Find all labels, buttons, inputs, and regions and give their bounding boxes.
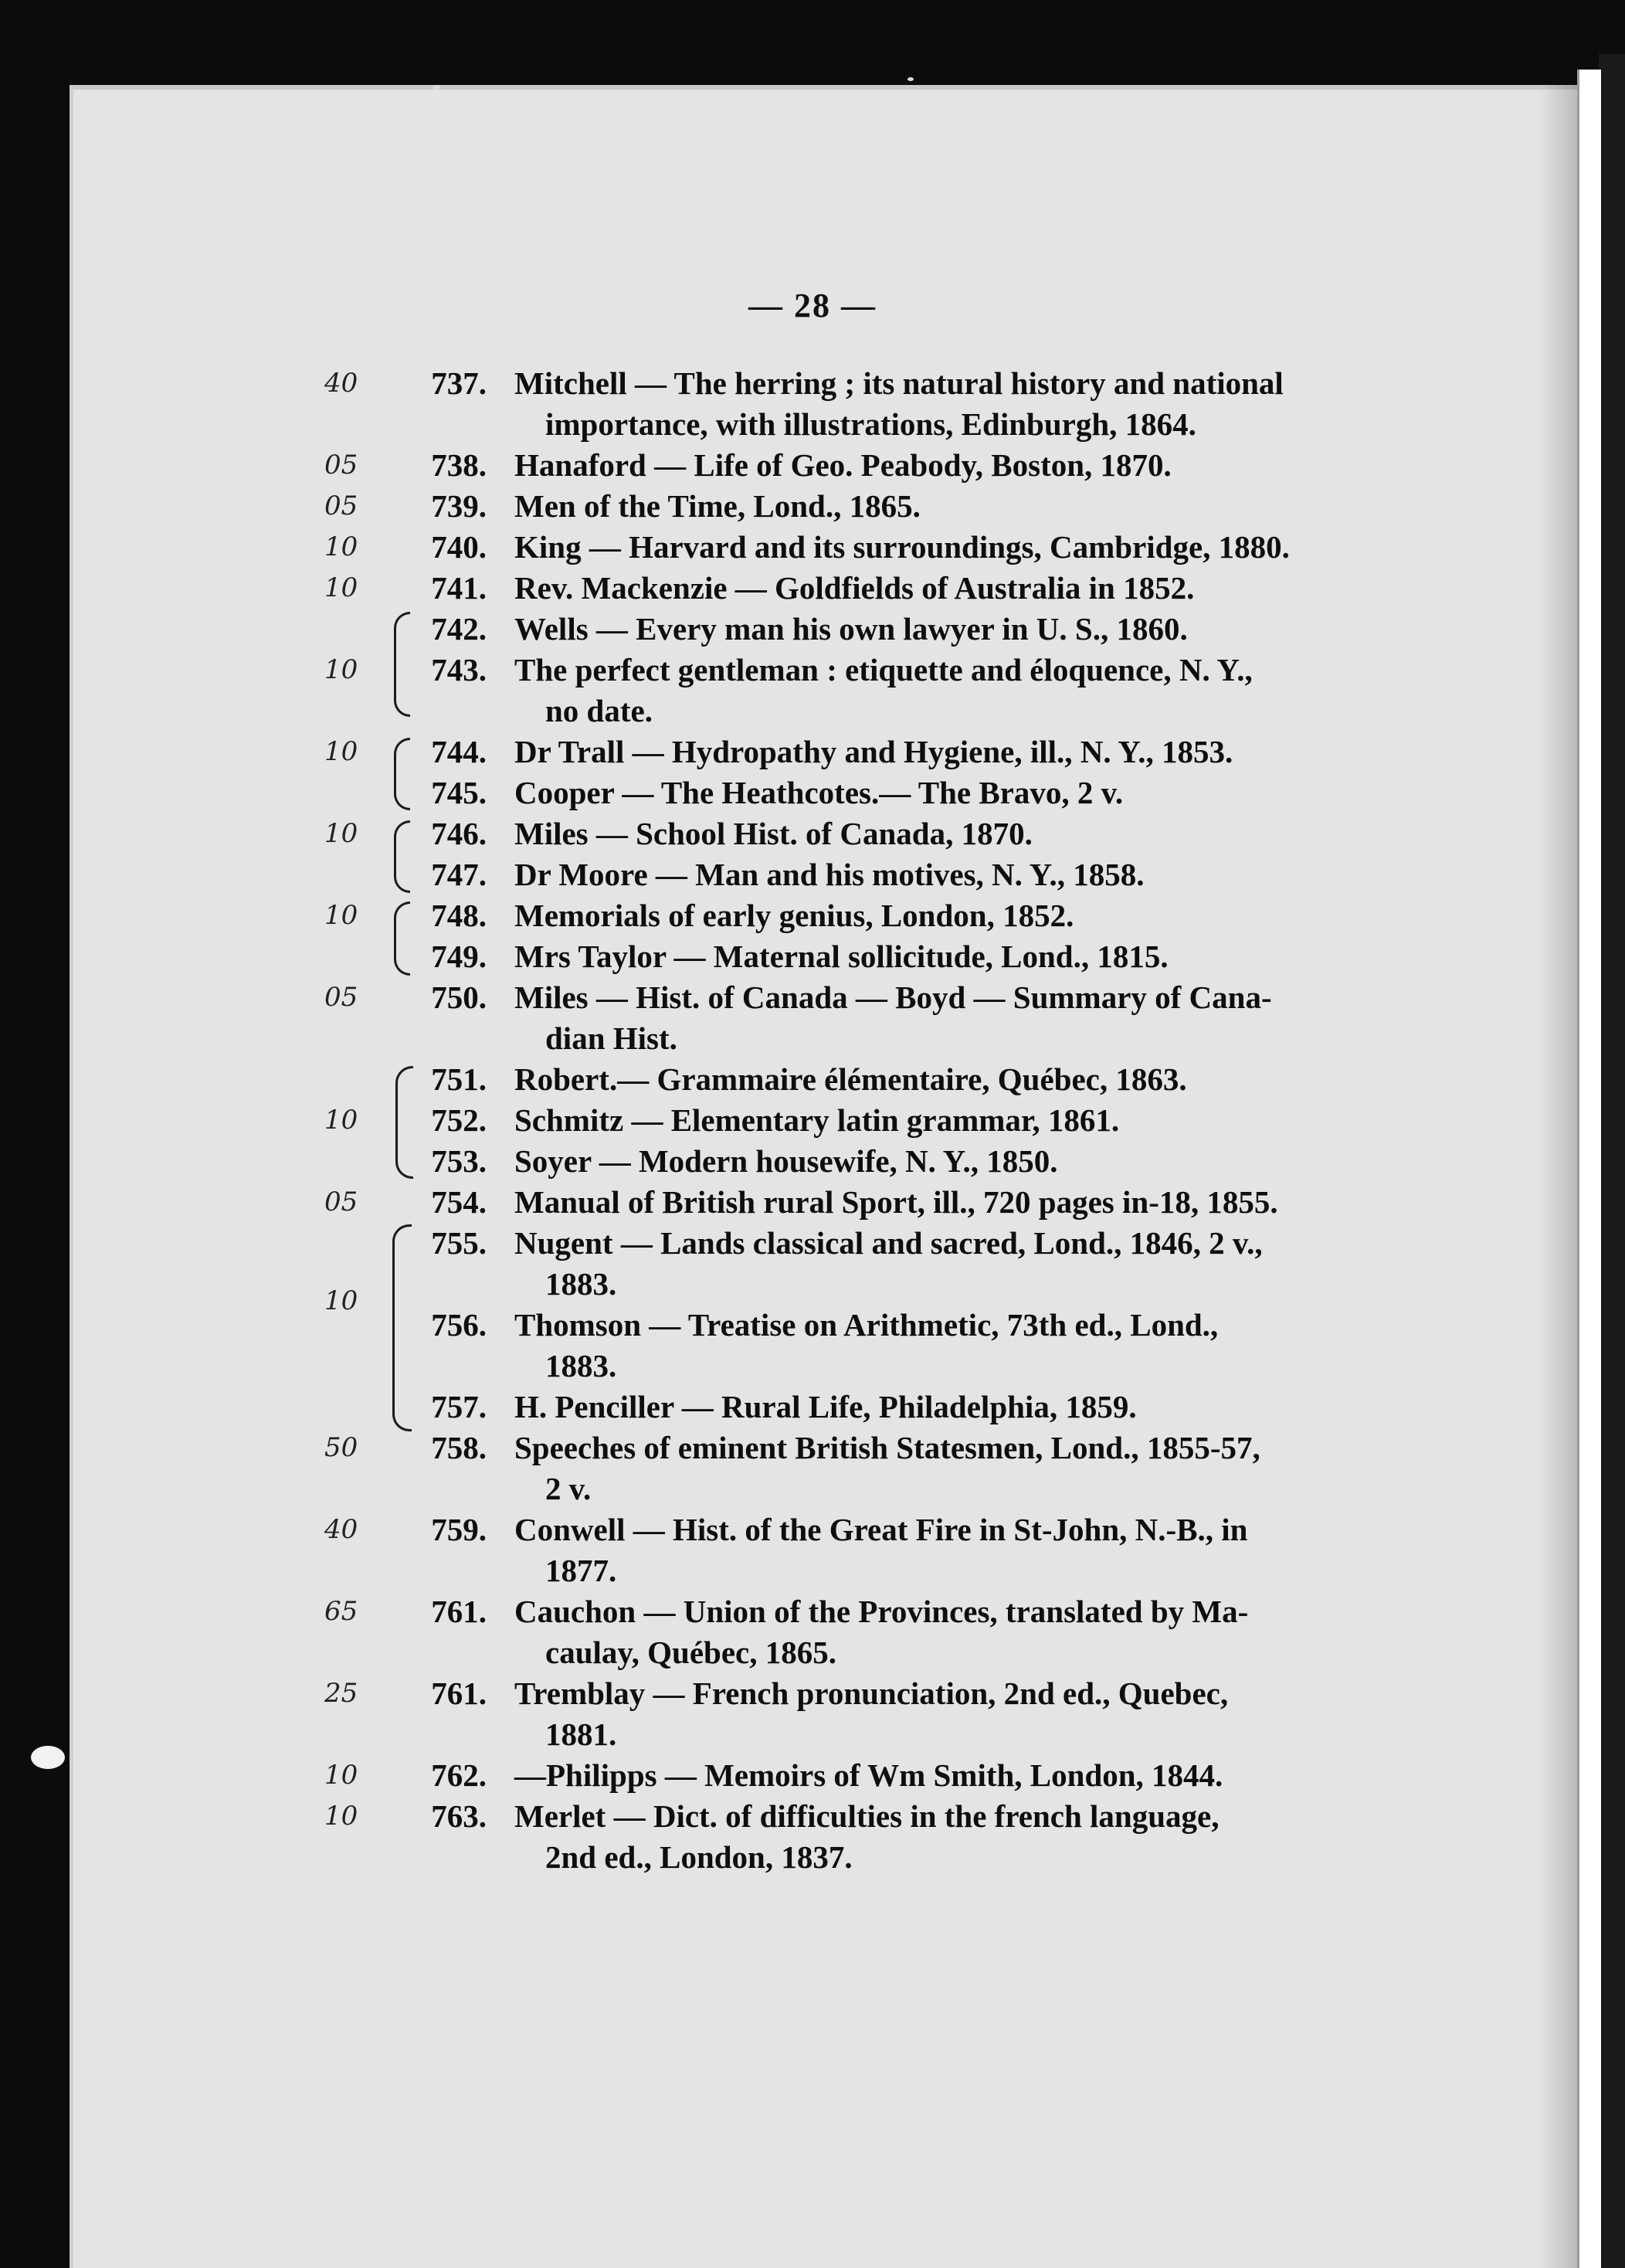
catalogue-entry <box>0 527 1625 568</box>
margin-price-note: 40 <box>324 1514 358 1545</box>
entry-text <box>514 445 1403 486</box>
entry-number: 738. <box>431 447 487 483</box>
catalogue-entry <box>0 936 1625 977</box>
entry-number: 747. <box>431 857 487 892</box>
entry-line: Soyer — Modern housewife, N. Y., 1850. <box>514 1143 1058 1179</box>
margin-price-note: 05 <box>324 491 358 521</box>
entry-line: Miles — School Hist. of Canada, 1870. <box>514 816 1033 851</box>
entry-number: 741. <box>431 570 487 606</box>
entry-text <box>514 1673 1403 1755</box>
entry-line: —Philipps — Memoirs of Wm Smith, London, 1844. <box>514 1757 1223 1793</box>
catalogue-entry <box>0 609 1625 650</box>
margin-bracket <box>392 1224 412 1431</box>
entry-line: Thomson — Treatise on Arithmetic, 73th ed., Lond., <box>514 1307 1219 1343</box>
entry-number: 761. <box>431 1676 487 1711</box>
entry-line: Nugent — Lands classical and sacred, Lond., 1846, 2 v., <box>514 1225 1263 1261</box>
entry-continuation-line: 2nd ed., London, 1837. <box>545 1839 853 1875</box>
entry-line: Dr Trall — Hydropathy and Hygiene, ill., N. Y., 1853. <box>514 734 1233 769</box>
entry-number: 763. <box>431 1798 487 1834</box>
margin-bracket <box>394 738 410 810</box>
catalogue-entry <box>0 445 1625 486</box>
entry-number: 754. <box>431 1184 487 1220</box>
entry-number: 752. <box>431 1102 487 1138</box>
entry-text <box>514 363 1403 445</box>
entry-number: 742. <box>431 611 487 647</box>
entry-line: Dr Moore — Man and his motives, N. Y., 1858. <box>514 857 1145 892</box>
entry-text <box>514 1591 1403 1673</box>
entry-text <box>514 1428 1403 1509</box>
margin-bracket <box>394 612 410 717</box>
entry-text <box>514 568 1403 609</box>
entry-line: Cauchon — Union of the Provinces, translated by Ma- <box>514 1594 1249 1629</box>
entry-text <box>514 1796 1403 1878</box>
entry-number: 753. <box>431 1143 487 1179</box>
catalogue-entry <box>0 1387 1625 1428</box>
entry-text <box>514 977 1403 1059</box>
catalogue-entry <box>0 1305 1625 1387</box>
entry-number: 739. <box>431 488 487 524</box>
entry-number: 756. <box>431 1307 487 1343</box>
catalogue-entry <box>0 1182 1625 1223</box>
entry-number: 749. <box>431 939 487 974</box>
entry-line: Men of the Time, Lond., 1865. <box>514 488 921 524</box>
entry-line: Cooper — The Heathcotes.— The Bravo, 2 v. <box>514 775 1124 810</box>
catalogue-entry <box>0 813 1625 854</box>
catalogue-entry <box>0 363 1625 445</box>
entry-line: Mitchell — The herring ; its natural history and national <box>514 365 1284 401</box>
entry-number: 744. <box>431 734 487 769</box>
entry-line: The perfect gentleman : etiquette and éloquence, N. Y., <box>514 652 1253 688</box>
entry-line: H. Penciller — Rural Life, Philadelphia, 1859. <box>514 1389 1137 1424</box>
entry-line: Merlet — Dict. of difficulties in the french language, <box>514 1798 1220 1834</box>
entry-number: 759. <box>431 1512 487 1547</box>
entry-text <box>514 1305 1403 1387</box>
entry-text <box>514 1223 1403 1305</box>
entry-text <box>514 854 1403 895</box>
scan-speck <box>907 77 914 81</box>
entry-continuation-line: 2 v. <box>545 1471 592 1506</box>
entry-number: 758. <box>431 1430 487 1465</box>
margin-note: 10 <box>324 1285 358 1316</box>
margin-price-note: 40 <box>324 368 358 399</box>
entry-number: 762. <box>431 1757 487 1793</box>
catalogue-entry <box>0 854 1625 895</box>
entry-number: 748. <box>431 898 487 933</box>
entry-line: Miles — Hist. of Canada — Boyd — Summary of Cana- <box>514 980 1272 1015</box>
entry-number: 746. <box>431 816 487 851</box>
margin-price-note: 10 <box>324 900 358 931</box>
catalogue-entry <box>0 1796 1625 1878</box>
entry-continuation-line: dian Hist. <box>545 1020 677 1056</box>
margin-price-note: 05 <box>324 982 358 1013</box>
catalogue-entry <box>0 732 1625 772</box>
entry-number: 751. <box>431 1061 487 1097</box>
entry-line: Tremblay — French pronunciation, 2nd ed., Quebec, <box>514 1676 1229 1711</box>
margin-price-note: 10 <box>324 736 358 767</box>
entry-text <box>514 1100 1403 1141</box>
entry-continuation-line: 1877. <box>545 1553 617 1588</box>
margin-price-note: 10 <box>324 1801 358 1832</box>
entry-number: 743. <box>431 652 487 688</box>
entry-line: Rev. Mackenzie — Goldfields of Australia in 1852. <box>514 570 1195 606</box>
entry-text <box>514 1509 1403 1591</box>
entry-line: Manual of British rural Sport, ill., 720 pages in-18, 1855. <box>514 1184 1278 1220</box>
entry-text <box>514 1059 1403 1100</box>
entry-text <box>514 732 1403 772</box>
margin-bracket <box>394 901 410 976</box>
entry-continuation-line: caulay, Québec, 1865. <box>545 1635 836 1670</box>
entry-text <box>514 895 1403 936</box>
entry-text <box>514 1755 1403 1796</box>
catalogue-entry <box>0 650 1625 732</box>
entry-number: 740. <box>431 529 487 565</box>
entry-text <box>514 1387 1403 1428</box>
catalogue-entry <box>0 1223 1625 1305</box>
catalogue-entry <box>0 1673 1625 1755</box>
entry-text <box>514 609 1403 650</box>
entry-line: Memorials of early genius, London, 1852. <box>514 898 1074 933</box>
entry-line: Conwell — Hist. of the Great Fire in St-John, N.-B., in <box>514 1512 1248 1547</box>
margin-bracket <box>394 820 410 893</box>
margin-price-note: 10 <box>324 572 358 603</box>
entry-text <box>514 1141 1403 1182</box>
entry-text <box>514 650 1403 732</box>
catalogue-entry <box>0 1141 1625 1182</box>
entry-number: 757. <box>431 1389 487 1424</box>
margin-price-note: 25 <box>324 1678 358 1709</box>
margin-price-note: 65 <box>324 1596 358 1627</box>
entry-line: Hanaford — Life of Geo. Peabody, Boston, 1870. <box>514 447 1172 483</box>
catalogue-entry <box>0 1591 1625 1673</box>
entry-line: King — Harvard and its surroundings, Cambridge, 1880. <box>514 529 1290 565</box>
entry-text <box>514 486 1403 527</box>
entry-number: 750. <box>431 980 487 1015</box>
catalogue-entry <box>0 772 1625 813</box>
margin-price-note: 10 <box>324 1760 358 1791</box>
scan-speck <box>433 85 440 90</box>
catalogue-entry <box>0 895 1625 936</box>
entry-line: Mrs Taylor — Maternal sollicitude, Lond., 1815. <box>514 939 1169 974</box>
entry-line: Wells — Every man his own lawyer in U. S., 1860. <box>514 611 1188 647</box>
margin-price-note: 05 <box>324 1187 358 1217</box>
entry-number: 755. <box>431 1225 487 1261</box>
entry-text <box>514 527 1403 568</box>
margin-price-note: 10 <box>324 531 358 562</box>
entry-text <box>514 1182 1403 1223</box>
entry-line: Robert.— Grammaire élémentaire, Québec, 1863. <box>514 1061 1187 1097</box>
entry-continuation-line: 1881. <box>545 1716 617 1752</box>
margin-price-note: 05 <box>324 450 358 480</box>
entry-line: Speeches of eminent British Statesmen, Lond., 1855-57, <box>514 1430 1260 1465</box>
margin-bracket <box>395 1066 413 1179</box>
entry-number: 737. <box>431 365 487 401</box>
entry-text <box>514 772 1403 813</box>
catalogue-entry <box>0 568 1625 609</box>
margin-price-note: 10 <box>324 1105 358 1136</box>
catalogue-entry <box>0 977 1625 1059</box>
catalogue-entry <box>0 486 1625 527</box>
entry-continuation-line: importance, with illustrations, Edinburgh, 1864. <box>545 406 1196 442</box>
margin-price-note: 10 <box>324 818 358 849</box>
margin-price-note: 50 <box>324 1432 358 1463</box>
entry-number: 745. <box>431 775 487 810</box>
catalogue-entry <box>0 1059 1625 1100</box>
entry-number: 761. <box>431 1594 487 1629</box>
margin-price-note: 10 <box>324 654 358 685</box>
page-number: — 28 — <box>748 287 877 324</box>
entry-text <box>514 936 1403 977</box>
entry-continuation-line: 1883. <box>545 1266 617 1302</box>
entry-continuation-line: no date. <box>545 693 653 728</box>
entry-text <box>514 813 1403 854</box>
entry-line: Schmitz — Elementary latin grammar, 1861. <box>514 1102 1120 1138</box>
catalogue-entry <box>0 1428 1625 1509</box>
catalogue-entry <box>0 1509 1625 1591</box>
catalogue-entry <box>0 1755 1625 1796</box>
catalogue-entry <box>0 1100 1625 1141</box>
entry-continuation-line: 1883. <box>545 1348 617 1384</box>
